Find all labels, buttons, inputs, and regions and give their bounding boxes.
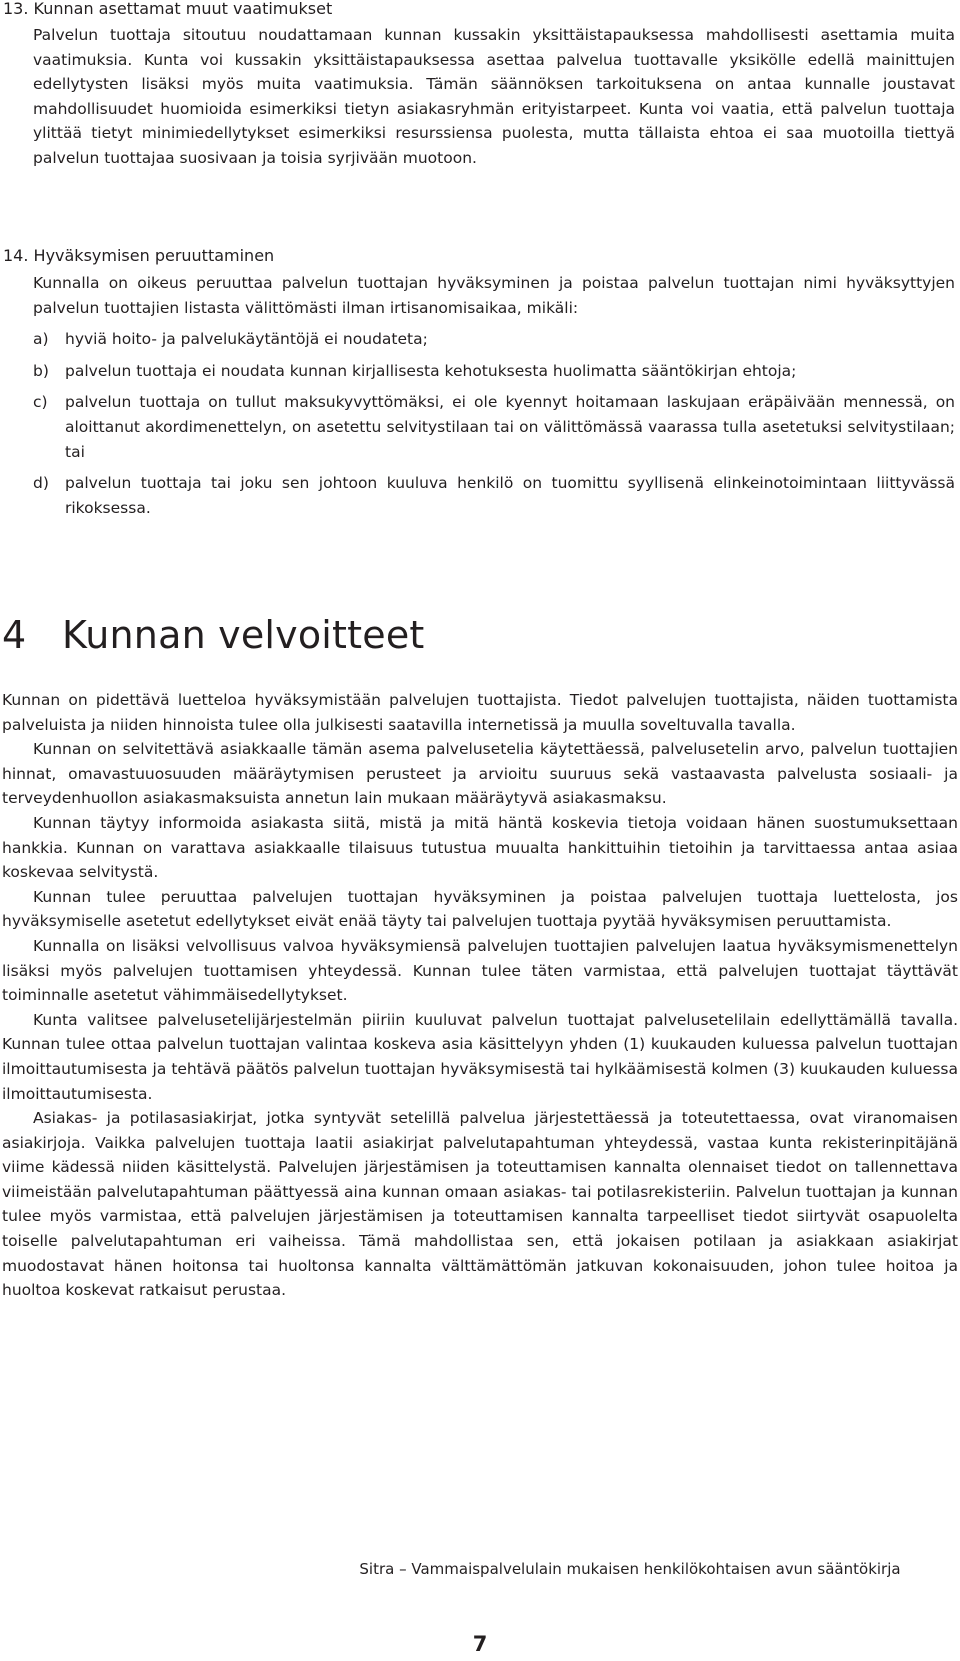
- chapter-heading: [2, 611, 425, 659]
- list-item-c: [33, 390, 955, 464]
- section-13-body: [33, 23, 955, 171]
- chapter-paragraph: Kunnalla on lisäksi velvollisuus valvoa hyväksymiensä palvelujen tuottajien palvelujen laatua hyväksymismenettelyn lisäksi myös palvelujen tuottamisen yhteydessä. Kunnan tulee täten varmistaa, että palvelujen tuottajat täyttävät toiminnalle asetetut vähimmäisedellytykset.: [2, 936, 958, 1005]
- chapter-paragraph: Kunnan tulee peruuttaa palvelujen tuottajan hyväksyminen ja poistaa palvelujen tuottaja luettelosta, jos hyväksymiselle asetetut edellytykset eivät enää täyty tai palvelujen tuottaja pyytää hyväksymisen peruuttamista.: [2, 887, 958, 931]
- list-item-text: hyviä hoito- ja palvelukäytäntöjä ei noudateta;: [65, 330, 428, 349]
- list-item-d: [33, 471, 955, 520]
- footer-text: Sitra – Vammaispalvelulain mukaisen henkilökohtaisen avun sääntökirja: [359, 1560, 901, 1578]
- list-item-text: palvelun tuottaja ei noudata kunnan kirjallisesta kehotuksesta huolimatta sääntökirjan ehtoja;: [65, 361, 797, 380]
- section-13-heading: 13. Kunnan asettamat muut vaatimukset: [3, 0, 333, 18]
- chapter-paragraph: Kunnan on pidettävä luetteloa hyväksymistään palvelujen tuottajista. Tiedot palvelujen tuottajista, näiden tuottamista palveluista ja niiden hinnoista tulee olla julkisesti saatavilla internetissä ja muulla soveltuvalla tavalla.: [2, 691, 958, 734]
- list-marker: b): [33, 361, 49, 380]
- list-item-b: [33, 359, 955, 384]
- page-footer: [0, 1559, 960, 1579]
- list-marker: c): [33, 393, 48, 412]
- section-14-intro: Kunnalla on oikeus peruuttaa palvelun tuottajan hyväksyminen ja poistaa palvelun tuottajan nimi hyväksyttyjen palvelun tuottajien listasta välittömästi ilman irtisanomisaikaa, mikäli:: [33, 274, 955, 317]
- list-item-text: palvelun tuottaja on tullut maksukyvyttömäksi, ei ole kyennyt hoitamaan laskujaan eräpäivään mennessä, on aloittanut akordimenettelyn, on asetettu selvitystilaan tai on välittömässä vaarassa tulla asetetuksi selvitystilaan; tai: [65, 393, 955, 461]
- chapter-paragraph: Kunnan täytyy informoida asiakasta siitä, mistä ja mitä häntä koskevia tietoja voidaan hänen suostumuksettaan hankkia. Kunnan on varattava asiakkaalle tilaisuus tutustua muualta hankittuihin tietoihin ja tarvittaessa antaa asiaa koskevaa selvitystä.: [2, 813, 958, 882]
- chapter-body: [2, 688, 958, 1303]
- page-number: [0, 1631, 960, 1657]
- chapter-title: Kunnan velvoitteet: [62, 613, 425, 657]
- chapter-paragraph: Asiakas- ja potilasasiakirjat, jotka syntyvät setelillä palvelua järjestettäessä ja toteutettaessa, ovat viranomaisen asiakirjoja. Vaikka palvelujen tuottaja laatii asiakirjat palvelutapahtuman yhteydessä, vastaa kunta rekisterinpitäjänä viime kädessä niiden käsittelystä. Palvelujen järjestämisen ja toteuttamisen kannalta olennaiset tiedot on tallennettava viimeistään palvelutapahtuman päättyessä aina kunnan omaan asiakas- tai potilasrekisteriin. Palvelun tuottajan ja kunnan tulee myös varmistaa, että palvelujen järjestämisen ja toteuttamisen kannalta tarpeelliset tiedot siirtyvät osapuolelta toiselle palvelutapahtuman eri vaiheissa. Tämä mahdollistaa sen, että jokaisen potilaan ja asiakkaan asiakirjat muodostavat hänen hoitonsa tai huoltonsa kannalta välttämättömän jatkuvan kokonaisuuden, johon tulee hoitoa ja huoltoa koskevat ratkaisut perustaa.: [2, 1109, 958, 1300]
- chapter-number: 4: [2, 613, 27, 657]
- chapter-paragraph: Kunnan on selvitettävä asiakkaalle tämän asema palvelusetelia käytettäessä, palvelusetelin arvo, palvelun tuottajien hinnat, omavastuuosuuden määräytymisen perusteet ja arvioitu suuruus sekä vastaavasta palvelusta sosiaali- ja terveydenhuollon asiakasmaksuista annetun lain mukaan määräytyvä asiakasmaksu.: [2, 740, 958, 808]
- list-marker: d): [33, 474, 49, 493]
- page-number-value: 7: [472, 1632, 488, 1656]
- section-13-paragraph: Palvelun tuottaja sitoutuu noudattamaan kunnan kussakin yksittäistapauksessa mahdollisesti asettamia muita vaatimuksia. Kunta voi kussakin yksittäistapauksessa asettaa palvelua tuottavalle yksikölle edellä mainittujen edellytysten lisäksi myös muita vaatimuksia. Tämän säännöksen tarkoituksena on antaa kunnalle joustavat mahdollisuudet huomioida esimerkiksi tietyn asiakasryhmän erityistarpeet. Kunta voi vaatia, että palvelun tuottaja ylittää tietyt minimiedellytykset esimerkiksi resurssiensa puolesta, mutta tällaista ehtoa ei saa muotoilla tiettyä palvelun tuottajaa suosivaan ja toisia syrjivään muotoon.: [33, 26, 955, 167]
- list-marker: a): [33, 330, 49, 349]
- section-14-heading: 14. Hyväksymisen peruuttaminen: [3, 246, 275, 265]
- chapter-paragraph: Kunta valitsee palvelusetelijärjestelmän piiriin kuuluvat palvelun tuottajat palvelusetelilain edellyttämällä tavalla. Kunnan tulee ottaa palvelun tuottajan valintaa koskeva asia käsittelyyn yhden (1) kuukauden kuluessa palvelun tuottajan ilmoittautumisesta ja tehtävä päätös palvelun tuottajan hyväksymisestä tai hylkäämisestä kolmen (3) kuukauden kuluessa ilmoittautumisesta.: [2, 1010, 958, 1103]
- section-14-body: [33, 271, 955, 520]
- list-item-a: [33, 327, 955, 352]
- list-item-text: palvelun tuottaja tai joku sen johtoon kuuluva henkilö on tuomittu syyllisenä elinkeinotoimintaan liittyvässä rikoksessa.: [65, 474, 955, 517]
